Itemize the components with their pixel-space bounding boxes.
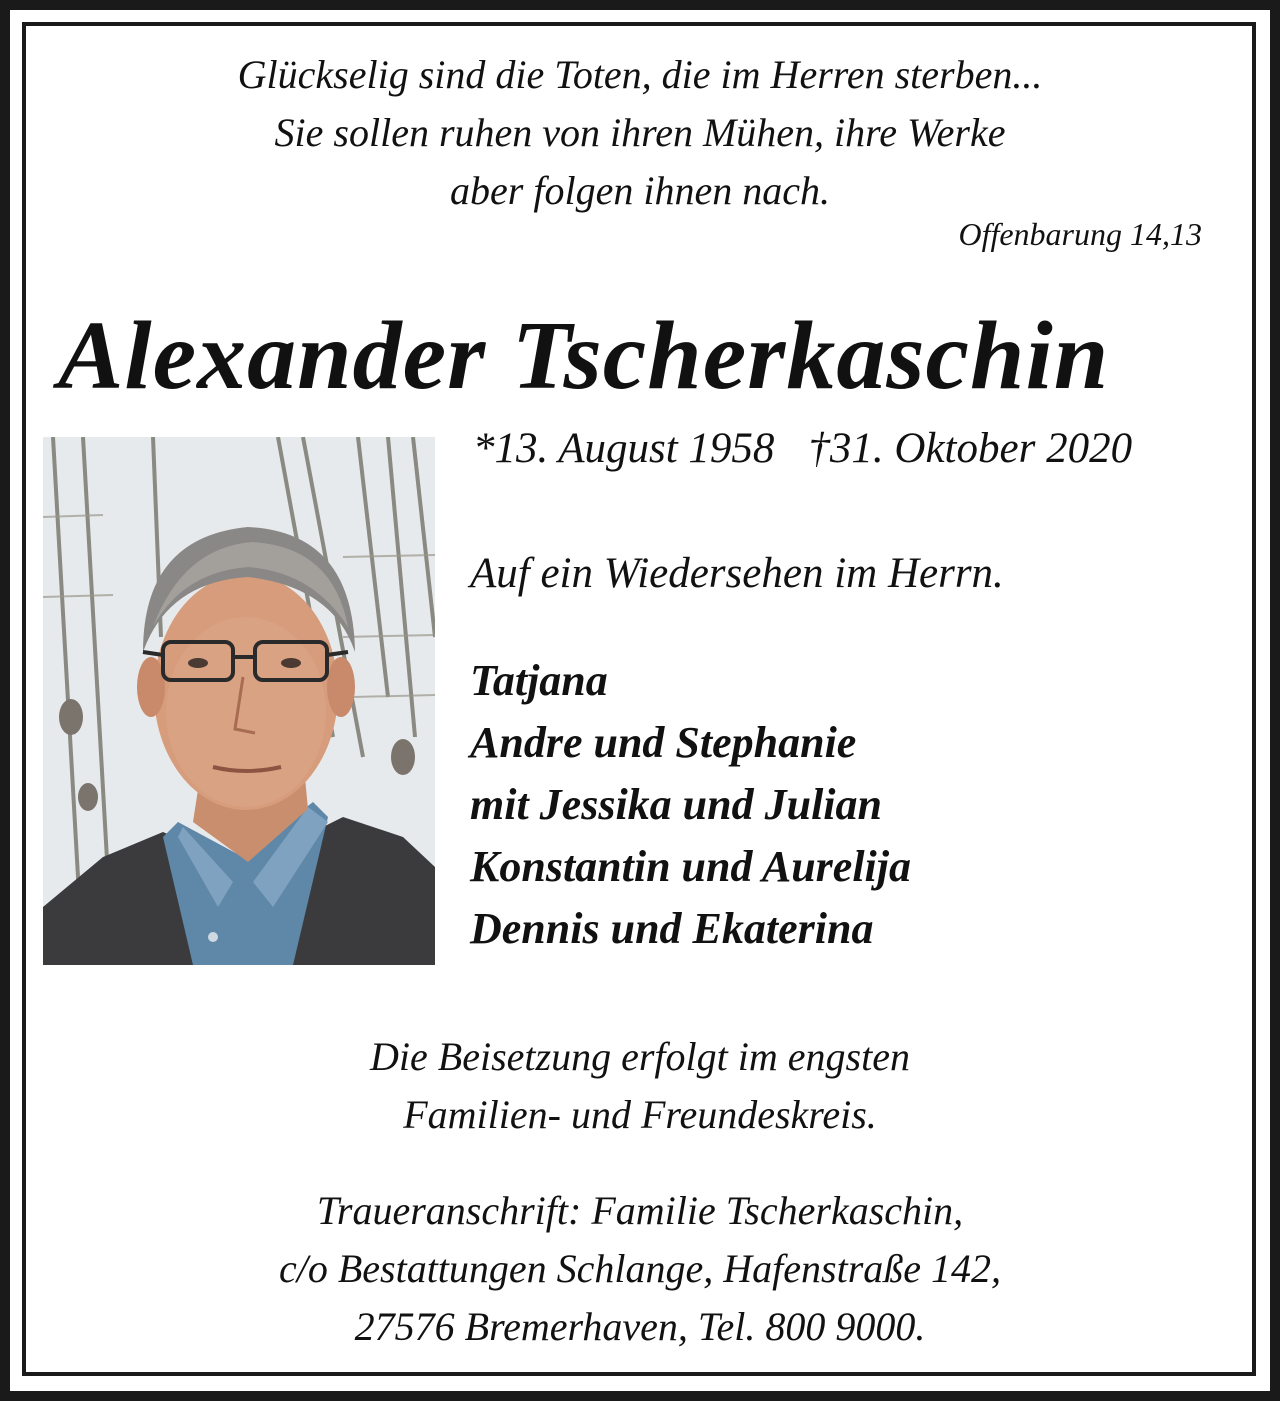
mourners-list xyxy=(470,650,911,960)
portrait-photo xyxy=(43,437,435,965)
mourner-line: Tatjana xyxy=(470,656,608,705)
death-date: †31. Oktober 2020 xyxy=(808,425,1133,472)
burial-line: Familien- und Freundeskreis. xyxy=(403,1092,877,1137)
burial-line: Die Beisetzung erfolgt im engsten xyxy=(370,1034,910,1079)
verse-reference: Offenbarung 14,13 xyxy=(958,216,1202,252)
mourner-line: mit Jessika und Julian xyxy=(470,780,883,829)
verse-line: Glückselig sind die Toten, die im Herren sterben... xyxy=(237,52,1043,97)
verse-line: Sie sollen ruhen von ihren Mühen, ihre Werke xyxy=(274,110,1006,155)
birth-date: *13. August 1958 xyxy=(473,425,775,472)
address-line: Traueranschrift: Familie Tscherkaschin, xyxy=(316,1188,964,1233)
address-line: 27576 Bremerhaven, Tel. 800 9000. xyxy=(354,1304,926,1349)
burial-notice xyxy=(0,1028,1280,1144)
bible-verse xyxy=(0,46,1280,220)
farewell-line: Auf ein Wiedersehen im Herrn. xyxy=(470,550,1004,597)
verse-line: aber folgen ihnen nach. xyxy=(450,168,830,213)
life-dates xyxy=(473,424,1132,473)
mourner-line: Dennis und Ekaterina xyxy=(470,904,874,953)
mourner-line: Andre und Stephanie xyxy=(470,718,857,767)
mourner-line: Konstantin und Aurelija xyxy=(470,842,912,891)
address-line: c/o Bestattungen Schlange, Hafenstraße 142, xyxy=(278,1246,1002,1291)
mourning-address xyxy=(0,1182,1280,1356)
deceased-name: Alexander Tscherkaschin xyxy=(58,302,1110,410)
